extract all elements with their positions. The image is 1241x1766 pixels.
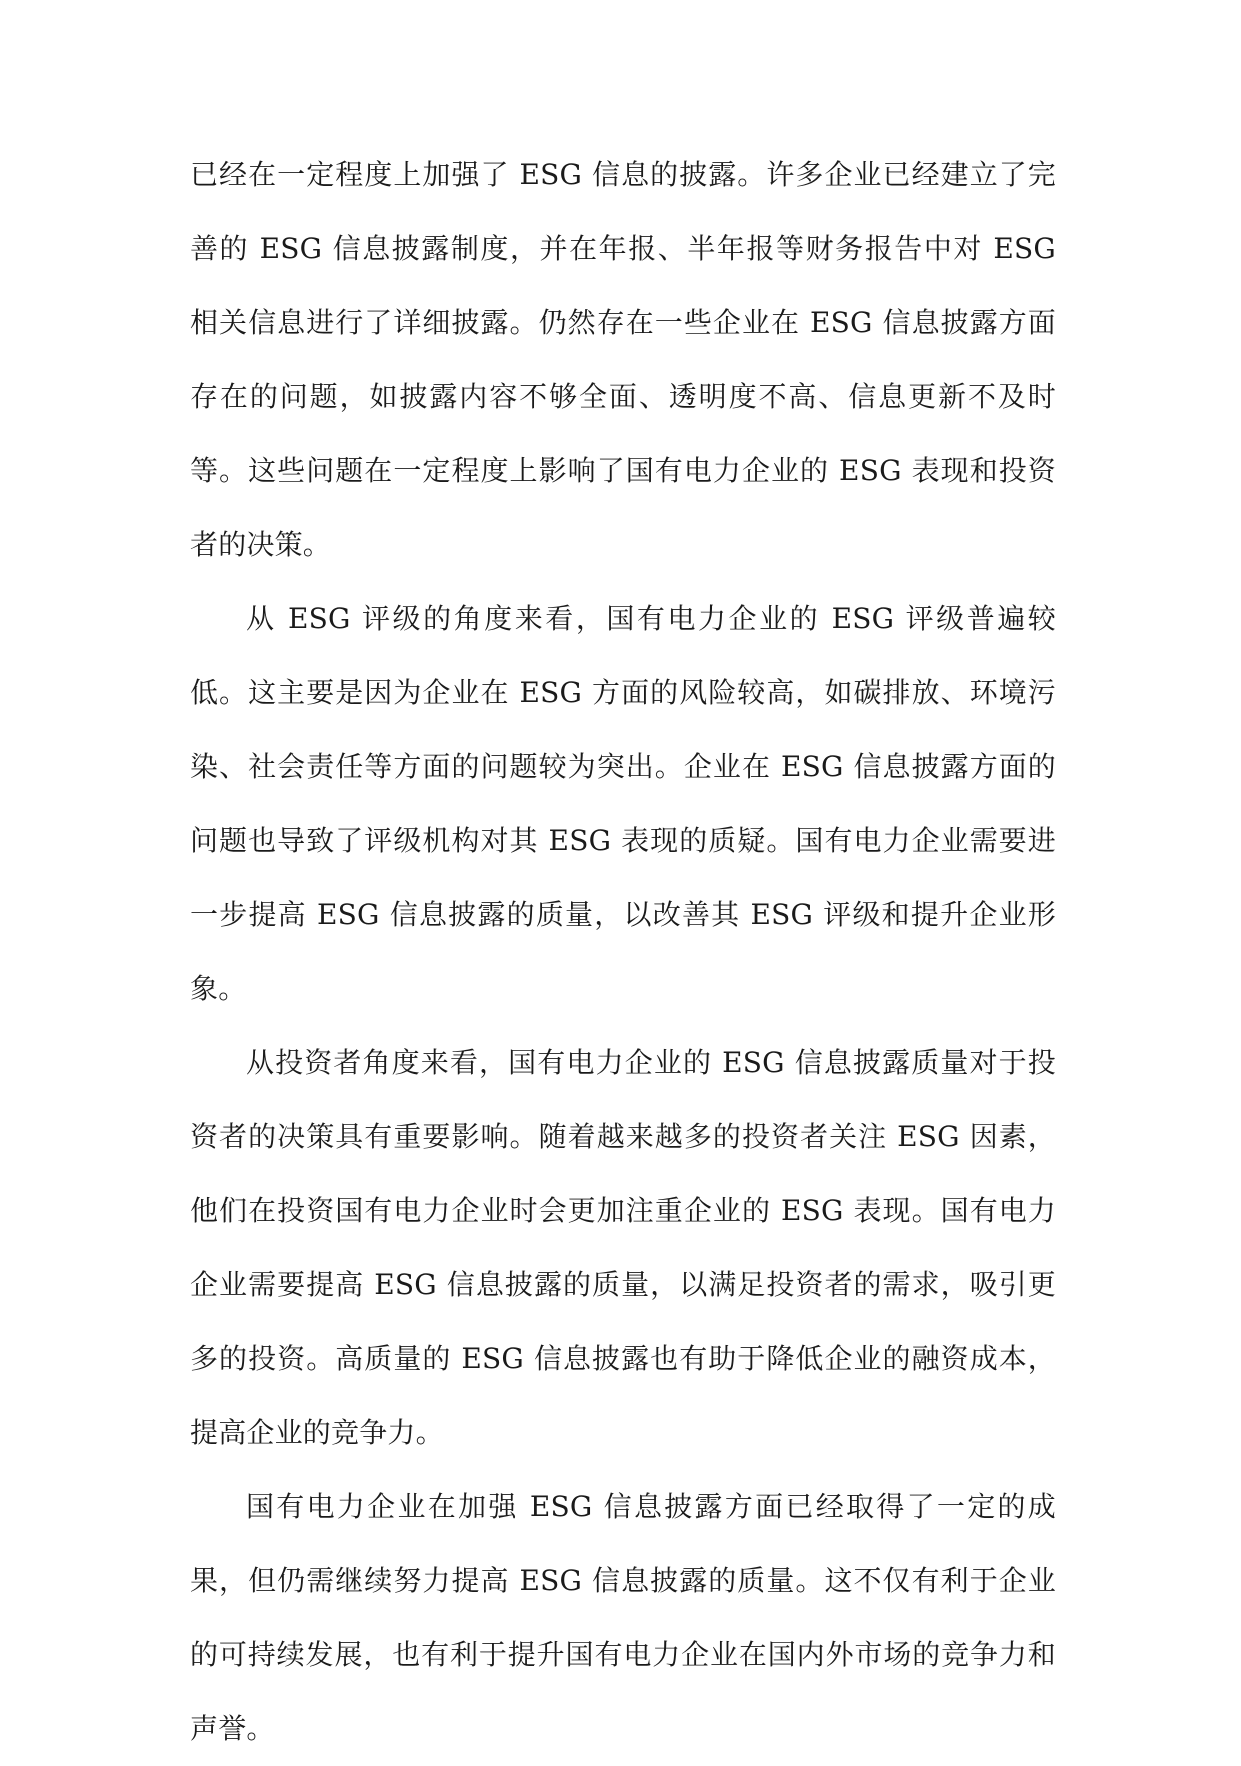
paragraph-4: 国有电力企业在加强 ESG 信息披露方面已经取得了一定的成果，但仍需继续努力提高 ESG 信息披露的质量。这不仅有利于企业的可持续发展，也有利于提升国有电力企业在国内外市场的竞争力和声誉。 (190, 1490, 1056, 1745)
body-text (190, 138, 1056, 1766)
paragraph-1: 已经在一定程度上加强了 ESG 信息的披露。许多企业已经建立了完善的 ESG 信息披露制度，并在年报、半年报等财务报告中对 ESG 相关信息进行了详细披露。仍然存在一些企业在 ESG 信息披露方面存在的问题，如披露内容不够全面、透明度不高、信息更新不及时等。这些问题在一定程度上影响了国有电力企业的 ESG 表现和投资者的决策。 (190, 158, 1056, 561)
paragraph-3: 从投资者角度来看，国有电力企业的 ESG 信息披露质量对于投资者的决策具有重要影响。随着越来越多的投资者关注 ESG 因素，他们在投资国有电力企业时会更加注重企业的 ESG 表现。国有电力企业需要提高 ESG 信息披露的质量，以满足投资者的需求，吸引更多的投资。高质量的 ESG 信息披露也有助于降低企业的融资成本，提高企业的竞争力。 (190, 1046, 1056, 1449)
paragraph-2: 从 ESG 评级的角度来看，国有电力企业的 ESG 评级普遍较低。这主要是因为企业在 ESG 方面的风险较高，如碳排放、环境污染、社会责任等方面的问题较为突出。企业在 ESG 信息披露方面的问题也导致了评级机构对其 ESG 表现的质疑。国有电力企业需要进一步提高 ESG 信息披露的质量，以改善其 ESG 评级和提升企业形象。 (190, 602, 1056, 1005)
